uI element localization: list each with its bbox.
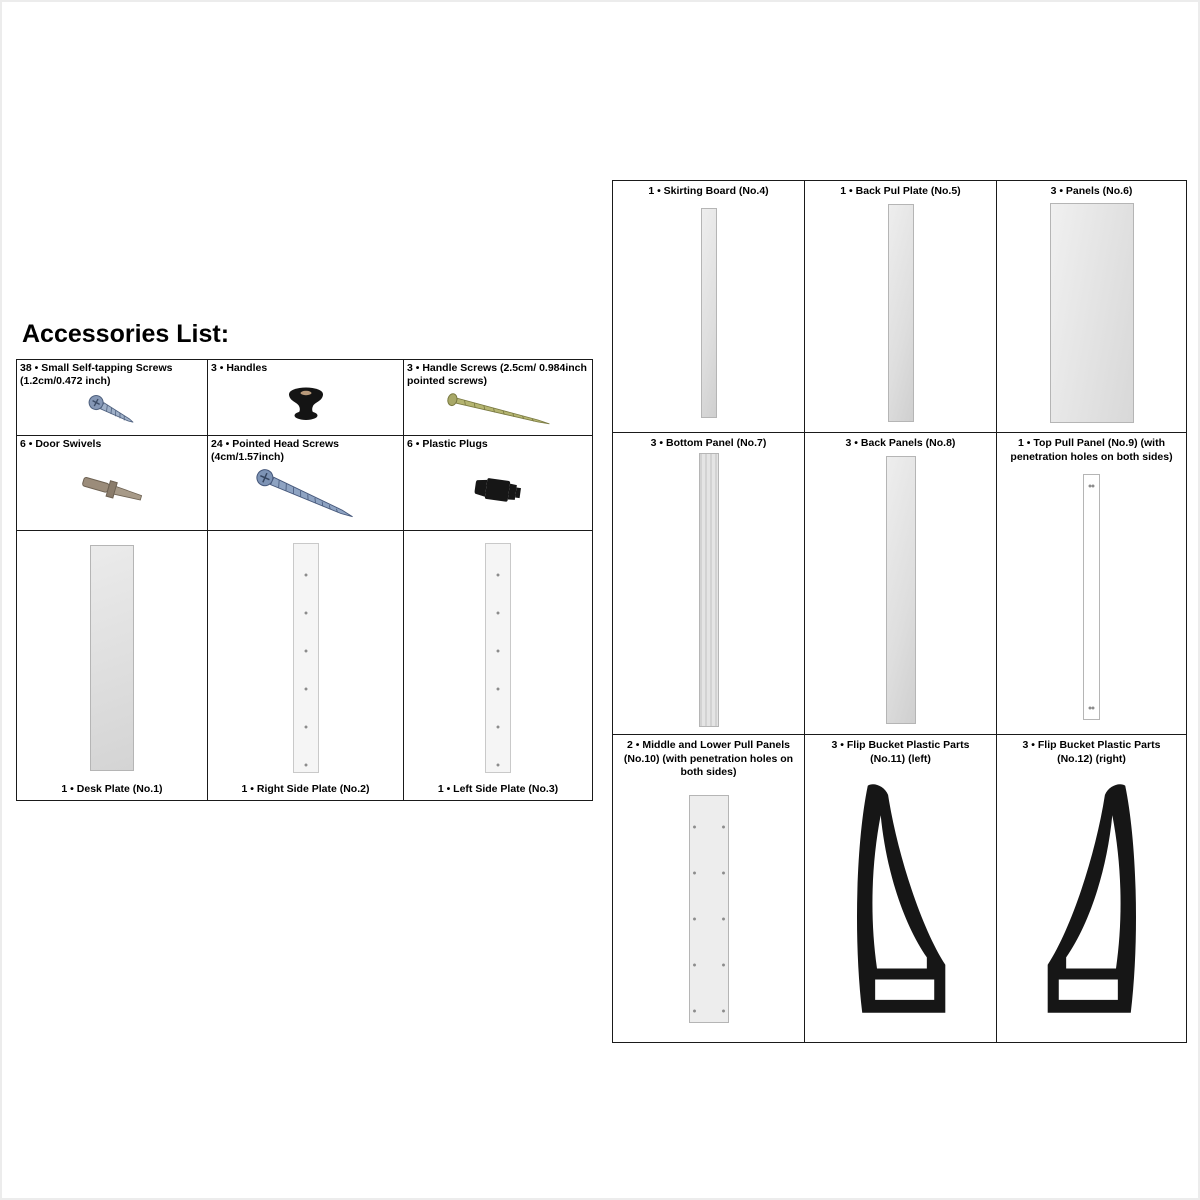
handle-knob-icon <box>211 375 400 433</box>
skirting-board-panel <box>621 199 796 428</box>
accessory-label: 6 • Door Swivels <box>20 438 102 450</box>
part-label: 1 • Top Pull Panel (No.9) (with penetration holes on both sides) <box>1010 437 1173 463</box>
part-cell-top-pull-panel <box>997 433 1187 735</box>
plate-label: 1 • Right Side Plate (No.2) <box>241 783 370 795</box>
middle-lower-pull-panels-panel <box>621 780 796 1038</box>
part-cell-back-pull-plate <box>805 181 997 433</box>
part-cell-bottom-panel <box>613 433 805 735</box>
part-cell-flip-bucket-left <box>805 735 997 1043</box>
accessory-cell-right-side-plate <box>208 531 404 801</box>
part-cell-flip-bucket-right <box>997 735 1187 1043</box>
accessory-cell-desk-plate <box>17 531 208 801</box>
top-pull-panel-panel <box>1005 464 1178 730</box>
accessory-label: 24 • Pointed Head Screws (4cm/1.57inch) <box>211 438 339 464</box>
accessory-label: 3 • Handles <box>211 362 268 374</box>
accessories-table <box>16 359 593 801</box>
back-panels-panel <box>813 451 988 730</box>
handle-screw-icon <box>407 388 589 433</box>
plate-label: 1 • Desk Plate (No.1) <box>61 783 163 795</box>
part-label: 3 • Flip Bucket Plastic Parts (No.12) (right) <box>1022 739 1161 765</box>
parts-grid <box>612 180 1187 1043</box>
flip-bucket-right-part <box>1005 766 1178 1038</box>
part-label: 3 • Panels (No.6) <box>1050 185 1133 197</box>
accessory-cell-door-swivels <box>17 436 208 531</box>
part-cell-skirting-board <box>613 181 805 433</box>
self-tapping-screw-icon <box>20 388 204 433</box>
accessory-cell-handles <box>208 360 404 436</box>
desk-plate-panel <box>20 533 204 783</box>
plate-label: 1 • Left Side Plate (No.3) <box>437 783 559 795</box>
accessory-cell-left-side-plate <box>404 531 593 801</box>
accessories-section <box>16 320 594 801</box>
right-side-plate-panel <box>211 533 400 783</box>
part-label: 3 • Back Panels (No.8) <box>845 437 956 449</box>
accessory-cell-self-tapping-screws <box>17 360 208 436</box>
accessory-label: 3 • Handle Screws (2.5cm/ 0.984inch pointed screws) <box>407 362 587 388</box>
left-side-plate-panel <box>407 533 589 783</box>
pointed-head-screw-icon <box>211 464 400 528</box>
plastic-plug-icon <box>407 451 589 528</box>
accessory-cell-pointed-head-screws <box>208 436 404 531</box>
accessory-label: 6 • Plastic Plugs <box>407 438 488 450</box>
panels-panel <box>1005 199 1178 428</box>
door-swivel-icon <box>20 451 204 528</box>
accessory-cell-plastic-plugs <box>404 436 593 531</box>
accessories-title: Accessories List: <box>22 320 230 348</box>
part-label: 3 • Flip Bucket Plastic Parts (No.11) (left) <box>831 739 970 765</box>
accessory-label: 38 • Small Self-tapping Screws (1.2cm/0.472 inch) <box>20 362 173 388</box>
part-cell-back-panels <box>805 433 997 735</box>
part-cell-panels <box>997 181 1187 433</box>
part-label: 1 • Skirting Board (No.4) <box>648 185 769 197</box>
accessory-cell-handle-screws <box>404 360 593 436</box>
part-label: 2 • Middle and Lower Pull Panels (No.10) (with penetration holes on both sides) <box>623 739 794 779</box>
bottom-panel-panel <box>621 451 796 730</box>
part-label: 1 • Back Pul Plate (No.5) <box>840 185 961 197</box>
part-cell-middle-lower-pull-panels <box>613 735 805 1043</box>
flip-bucket-left-part <box>813 766 988 1038</box>
back-pull-plate-panel <box>813 199 988 428</box>
part-label: 3 • Bottom Panel (No.7) <box>650 437 767 449</box>
